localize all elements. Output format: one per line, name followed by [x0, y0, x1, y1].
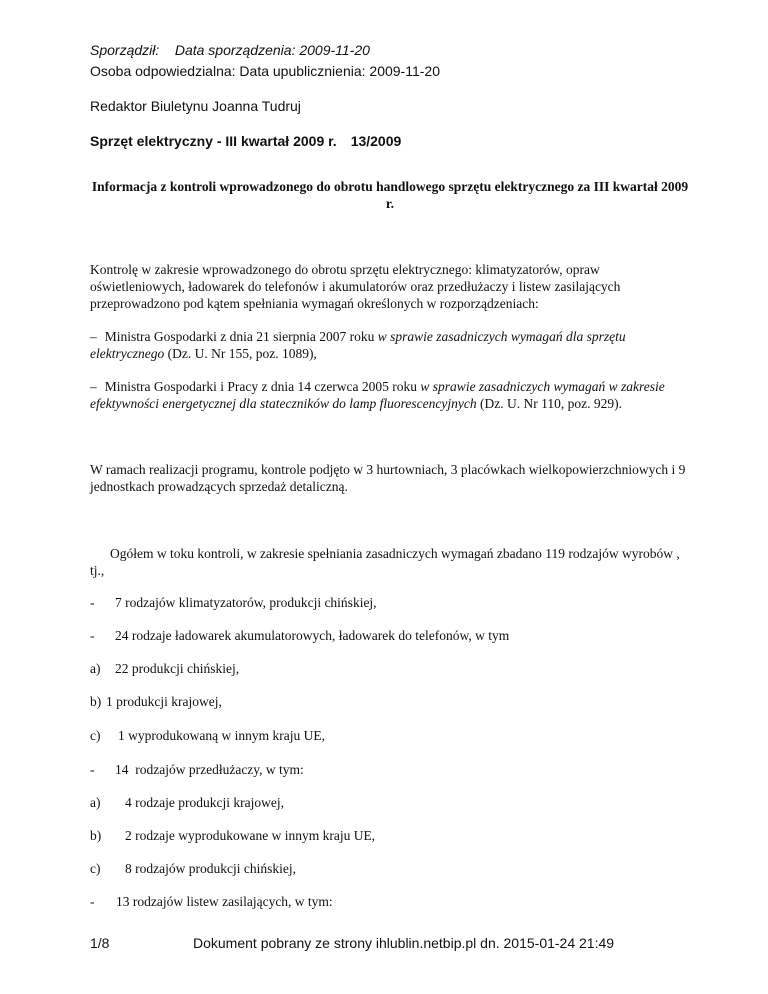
- list-marker: c): [90, 728, 101, 743]
- regulation-prefix: Ministra Gospodarki z dnia 21 sierpnia 2007 roku: [104, 329, 378, 344]
- regulation-item: [90, 378, 688, 412]
- list-marker: a): [90, 795, 101, 810]
- list-item: [90, 761, 304, 778]
- list-marker: -: [90, 762, 95, 777]
- list-marker: c): [90, 861, 101, 876]
- list-text: 8 rodzajów produkcji chińskiej,: [125, 861, 296, 876]
- list-text: 7 rodzajów klimatyzatorów, produkcji chińskiej,: [115, 595, 377, 610]
- responsible-line: Osoba odpowiedzialna: Data upublicznienia: 2009-11-20: [90, 63, 440, 79]
- program-paragraph: W ramach realizacji programu, kontrole podjęto w 3 hurtowniach, 3 placówkach wielkopowierzchniowych i 9 jednostkach prowadzących sprzedaż detaliczną.: [90, 462, 686, 494]
- list-item: [90, 860, 296, 877]
- intro-paragraph: Kontrolę w zakresie wprowadzonego do obrotu sprzętu elektrycznego: klimatyzatorów, opraw oświetleniowych, ładowarek do telefonów i akumulatorów oraz przedłużaczy i listew zasilających przeprowadzono pod kątem spełniania wymagań określonych w rozporządzeniach:: [90, 262, 621, 311]
- list-marker: -: [90, 595, 95, 610]
- prepared-by-label: Sporządził:: [90, 42, 160, 58]
- page-title: Informacja z kontroli wprowadzonego do obrotu handlowego sprzętu elektrycznego za III kwartał 2009 r.: [91, 179, 689, 211]
- list-item: [90, 794, 284, 811]
- list-text: 1 produkcji krajowej,: [106, 694, 222, 709]
- regulation-suffix: (Dz. U. Nr 155, poz. 1089),: [164, 346, 317, 361]
- regulation-item: [90, 328, 688, 362]
- list-text: 13 rodzajów listew zasilających, w tym:: [116, 894, 333, 909]
- list-item: [90, 827, 375, 844]
- download-note: Dokument pobrany ze strony ihlublin.netbip.pl dn. 2015-01-24 21:49: [193, 935, 615, 951]
- regulation-suffix: (Dz. U. Nr 110, poz. 929).: [476, 396, 622, 411]
- list-text: 1 wyprodukowaną w innym kraju UE,: [118, 728, 325, 743]
- list-marker: -: [90, 894, 95, 909]
- list-item: [90, 627, 509, 644]
- list-marker: b): [90, 694, 102, 709]
- regulation-title: w sprawie zasadniczych wymagań dla sprzętu elektrycznego: [90, 329, 626, 361]
- list-item: [90, 693, 222, 710]
- editor-line: Redaktor Biuletynu Joanna Tudruj: [90, 98, 301, 114]
- list-item: [90, 660, 239, 677]
- list-text: 24 rodzaje ładowarek akumulatorowych, ładowarek do telefonów, w tym: [115, 628, 510, 643]
- regulation-title: w sprawie zasadniczych wymagań w zakresie efektywności energetycznej dla stateczników do lamp fluorescencyjnych: [90, 379, 665, 411]
- list-marker: b): [90, 828, 102, 843]
- list-marker: a): [90, 661, 101, 676]
- prepared-date: Data sporządzenia: 2009-11-20: [174, 42, 370, 58]
- document-subject: [90, 133, 401, 150]
- list-text: 22 produkcji chińskiej,: [115, 661, 240, 676]
- total-paragraph: Ogółem w toku kontroli, w zakresie spełniania zasadniczych wymagań zbadano 119 rodzajów wyrobów , tj.,: [90, 546, 680, 578]
- list-item: [90, 594, 377, 611]
- list-marker: -: [90, 628, 95, 643]
- document-number: 13/2009: [350, 133, 402, 149]
- dash-marker: –: [90, 379, 97, 394]
- list-text: 4 rodzaje produkcji krajowej,: [125, 795, 284, 810]
- list-text: 14 rodzajów przedłużaczy, w tym:: [115, 762, 304, 777]
- list-text: 2 rodzaje wyprodukowane w innym kraju UE,: [125, 828, 376, 843]
- dash-marker: –: [90, 329, 97, 344]
- page-number: 1/8: [90, 935, 110, 951]
- prepared-by-line: [90, 42, 370, 59]
- subject-text: Sprzęt elektryczny - III kwartał 2009 r.: [90, 133, 337, 149]
- list-item: [90, 727, 325, 744]
- regulation-prefix: Ministra Gospodarki i Pracy z dnia 14 czerwca 2005 roku: [104, 379, 421, 394]
- list-item: [90, 893, 333, 910]
